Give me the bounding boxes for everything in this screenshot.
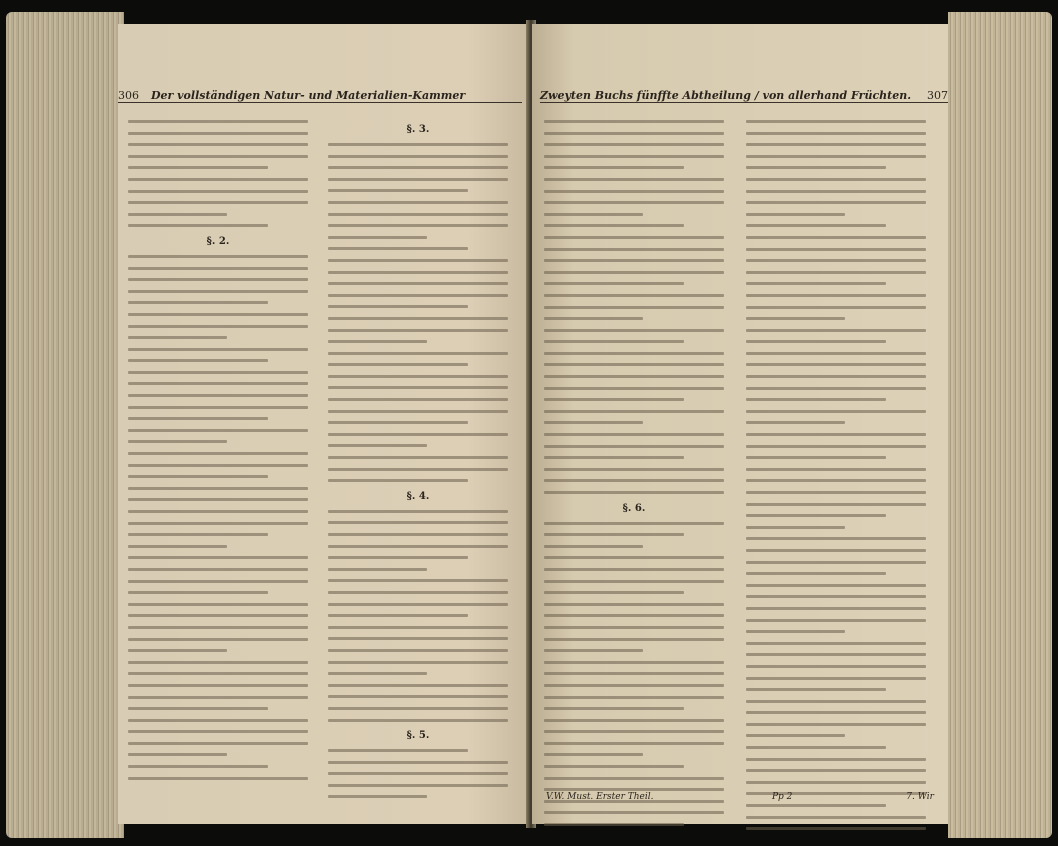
text-line <box>544 456 684 459</box>
text-line <box>746 526 845 529</box>
text-line <box>746 665 926 668</box>
text-line <box>746 387 926 390</box>
text-line <box>544 568 724 571</box>
text-line <box>128 475 268 478</box>
text-line <box>544 224 684 227</box>
text-line <box>128 452 308 455</box>
right-column-1 <box>544 120 724 835</box>
text-line <box>746 653 926 656</box>
text-line <box>746 224 886 227</box>
text-line <box>128 120 308 123</box>
text-line <box>746 340 886 343</box>
text-line <box>128 267 308 270</box>
text-line <box>328 375 508 378</box>
text-line <box>328 340 427 343</box>
left-column-2 <box>328 120 508 807</box>
text-line <box>544 638 724 641</box>
text-line <box>544 375 724 378</box>
text-line <box>328 410 508 413</box>
text-line <box>544 580 724 583</box>
text-line <box>544 603 724 606</box>
text-line <box>328 533 508 536</box>
text-line <box>746 816 926 819</box>
text-line <box>746 329 926 332</box>
right-page-number: 307 <box>927 89 948 102</box>
text-line <box>544 294 724 297</box>
text-line <box>544 672 724 675</box>
text-line <box>328 201 508 204</box>
text-line <box>128 730 308 733</box>
text-line <box>128 429 308 432</box>
text-line <box>128 556 308 559</box>
text-line <box>746 746 886 749</box>
text-line <box>128 765 268 768</box>
text-line <box>544 626 724 629</box>
text-line <box>128 255 308 258</box>
text-line <box>128 132 308 135</box>
text-line <box>544 742 724 745</box>
text-line <box>128 201 308 204</box>
text-line <box>328 259 508 262</box>
text-line <box>128 290 308 293</box>
text-line <box>128 684 308 687</box>
text-line <box>544 811 724 814</box>
text-line <box>328 772 508 775</box>
text-line <box>128 382 308 385</box>
text-line <box>544 556 724 559</box>
text-line <box>128 626 308 629</box>
text-line <box>128 638 308 641</box>
text-line <box>544 120 724 123</box>
text-line <box>544 433 724 436</box>
text-line <box>328 510 508 513</box>
signature-mid: Pp 2 <box>772 792 793 802</box>
text-line <box>746 700 926 703</box>
text-line <box>746 827 926 830</box>
text-line <box>746 572 886 575</box>
text-line <box>746 537 926 540</box>
text-line <box>328 603 508 606</box>
text-line <box>544 363 724 366</box>
text-line <box>746 421 845 424</box>
text-line <box>544 155 724 158</box>
text-line <box>328 317 508 320</box>
text-line <box>746 619 926 622</box>
right-page-edges <box>948 12 1052 838</box>
text-line <box>128 533 268 536</box>
text-line <box>128 224 268 227</box>
text-line <box>128 371 308 374</box>
text-line <box>328 468 508 471</box>
text-line <box>746 804 886 807</box>
text-line <box>746 132 926 135</box>
text-line <box>544 765 684 768</box>
text-line <box>746 607 926 610</box>
text-line <box>544 753 643 756</box>
text-line <box>128 510 308 513</box>
text-line <box>128 143 308 146</box>
text-line <box>128 661 308 664</box>
text-line <box>544 661 724 664</box>
text-line <box>746 723 926 726</box>
text-line <box>544 201 724 204</box>
text-line <box>128 753 227 756</box>
text-line <box>544 236 724 239</box>
text-line <box>328 178 508 181</box>
text-line <box>746 271 926 274</box>
text-line <box>746 769 926 772</box>
text-line <box>544 421 643 424</box>
text-line <box>128 742 308 745</box>
text-line <box>544 317 643 320</box>
text-line <box>328 421 468 424</box>
text-line <box>544 166 684 169</box>
text-line <box>746 630 845 633</box>
catchword: 7. Wir <box>906 792 934 802</box>
text-line <box>328 761 508 764</box>
text-line <box>128 394 308 397</box>
left-page-number: 306 <box>118 89 139 102</box>
text-line <box>746 758 926 761</box>
text-line <box>328 456 508 459</box>
text-line <box>746 317 845 320</box>
text-line <box>128 696 308 699</box>
text-line <box>746 143 926 146</box>
text-line <box>746 201 926 204</box>
text-line <box>328 352 508 355</box>
text-line <box>746 445 926 448</box>
text-line <box>328 363 468 366</box>
text-line <box>328 684 508 687</box>
text-line <box>128 359 268 362</box>
text-line <box>328 795 427 798</box>
text-line <box>544 340 684 343</box>
text-line <box>746 503 926 506</box>
text-line <box>544 398 684 401</box>
text-line <box>544 533 684 536</box>
text-line <box>746 468 926 471</box>
text-line <box>544 719 724 722</box>
text-line <box>746 549 926 552</box>
text-line <box>328 545 508 548</box>
text-line <box>746 677 926 680</box>
text-line <box>128 336 227 339</box>
text-line <box>544 522 724 525</box>
text-line <box>746 294 926 297</box>
left-page <box>118 24 530 824</box>
text-line <box>328 224 508 227</box>
text-line <box>746 410 926 413</box>
text-line <box>328 213 508 216</box>
text-line <box>544 271 724 274</box>
text-line <box>746 398 886 401</box>
text-line <box>544 696 724 699</box>
text-line <box>328 305 468 308</box>
text-line <box>328 398 508 401</box>
text-line <box>328 649 508 652</box>
text-line <box>128 406 308 409</box>
text-line <box>746 595 926 598</box>
text-line <box>746 248 926 251</box>
section-marker: §. 2. <box>206 235 230 247</box>
text-line <box>544 545 643 548</box>
text-line <box>128 417 268 420</box>
text-line <box>544 306 724 309</box>
text-line <box>746 479 926 482</box>
text-line <box>128 190 308 193</box>
text-line <box>746 259 926 262</box>
text-line <box>544 591 684 594</box>
text-line <box>128 603 308 606</box>
text-line <box>128 498 308 501</box>
text-line <box>544 259 724 262</box>
section-marker: §. 6. <box>622 502 646 514</box>
text-line <box>328 271 508 274</box>
text-line <box>746 514 886 517</box>
text-line <box>746 120 926 123</box>
text-line <box>128 464 308 467</box>
text-line <box>328 749 468 752</box>
text-line <box>544 352 724 355</box>
text-line <box>746 711 926 714</box>
text-line <box>746 688 886 691</box>
text-line <box>328 661 508 664</box>
text-line <box>328 521 508 524</box>
section-marker: §. 3. <box>406 124 430 135</box>
text-line <box>128 614 308 617</box>
text-line <box>746 282 886 285</box>
text-line <box>328 568 427 571</box>
text-line <box>328 556 468 559</box>
text-line <box>544 730 724 733</box>
text-line <box>746 236 926 239</box>
text-line <box>328 433 508 436</box>
right-page <box>532 24 948 824</box>
text-line <box>328 329 508 332</box>
right-running-head: Zweyten Buchs fünffte Abtheilung / von allerhand Früchten. <box>540 89 912 102</box>
text-line <box>544 282 684 285</box>
text-line <box>128 522 308 525</box>
text-line <box>746 584 926 587</box>
text-line <box>544 132 724 135</box>
text-line <box>128 178 308 181</box>
text-line <box>544 788 724 791</box>
text-line <box>544 178 724 181</box>
text-line <box>544 468 724 471</box>
text-line <box>544 387 724 390</box>
text-line <box>328 579 508 582</box>
text-line <box>128 719 308 722</box>
text-line <box>128 580 308 583</box>
text-line <box>746 781 926 784</box>
text-line <box>328 637 508 640</box>
text-line <box>328 386 508 389</box>
text-line <box>128 487 308 490</box>
text-line <box>746 190 926 193</box>
text-line <box>328 784 508 787</box>
text-line <box>328 672 427 675</box>
text-line <box>128 591 268 594</box>
left-header <box>118 80 522 103</box>
text-line <box>544 479 724 482</box>
text-line <box>328 282 508 285</box>
left-column-1 <box>128 120 308 788</box>
text-line <box>746 491 926 494</box>
text-line <box>746 363 926 366</box>
text-line <box>328 626 508 629</box>
text-line <box>746 734 845 737</box>
text-line <box>544 248 724 251</box>
text-line <box>128 707 268 710</box>
text-line <box>544 190 724 193</box>
text-line <box>746 306 926 309</box>
text-line <box>746 178 926 181</box>
text-line <box>128 325 308 328</box>
text-line <box>328 444 427 447</box>
text-line <box>328 236 427 239</box>
text-line <box>328 247 468 250</box>
book-spread <box>6 6 1052 842</box>
text-line <box>128 440 227 443</box>
text-line <box>328 143 508 146</box>
text-line <box>746 155 926 158</box>
text-line <box>746 456 886 459</box>
left-running-head: Der vollständigen Natur- und Materialien-Kammer <box>151 89 466 102</box>
text-line <box>746 375 926 378</box>
text-line <box>746 642 926 645</box>
text-line <box>328 166 508 169</box>
text-line <box>128 213 227 216</box>
text-line <box>544 491 724 494</box>
text-line <box>544 684 724 687</box>
text-line <box>746 433 926 436</box>
text-line <box>328 189 468 192</box>
text-line <box>128 545 227 548</box>
text-line <box>128 777 308 780</box>
text-line <box>544 707 684 710</box>
text-line <box>128 568 308 571</box>
text-line <box>544 614 724 617</box>
text-line <box>544 823 684 826</box>
text-line <box>544 445 724 448</box>
text-line <box>328 707 508 710</box>
text-line <box>328 155 508 158</box>
signature-left: V.W. Must. Erster Theil. <box>546 792 654 802</box>
text-line <box>128 348 308 351</box>
text-line <box>746 166 886 169</box>
text-line <box>128 649 227 652</box>
section-marker: §. 5. <box>406 730 430 742</box>
text-line <box>128 301 268 304</box>
text-line <box>544 213 643 216</box>
section-marker: §. 4. <box>406 490 430 502</box>
text-line <box>544 777 724 780</box>
right-header <box>540 80 948 103</box>
text-line <box>128 278 308 281</box>
text-line <box>328 614 468 617</box>
right-column-2 <box>746 120 926 839</box>
text-line <box>328 294 508 297</box>
left-page-edges <box>6 12 124 838</box>
text-line <box>746 561 926 564</box>
text-line <box>746 352 926 355</box>
text-line <box>328 479 468 482</box>
text-line <box>328 695 508 698</box>
text-line <box>544 649 643 652</box>
text-line <box>544 329 724 332</box>
text-line <box>328 719 508 722</box>
text-line <box>746 213 845 216</box>
text-line <box>544 410 724 413</box>
text-line <box>328 591 508 594</box>
text-line <box>128 313 308 316</box>
text-line <box>128 166 268 169</box>
text-line <box>128 155 308 158</box>
text-line <box>128 672 308 675</box>
text-line <box>544 143 724 146</box>
